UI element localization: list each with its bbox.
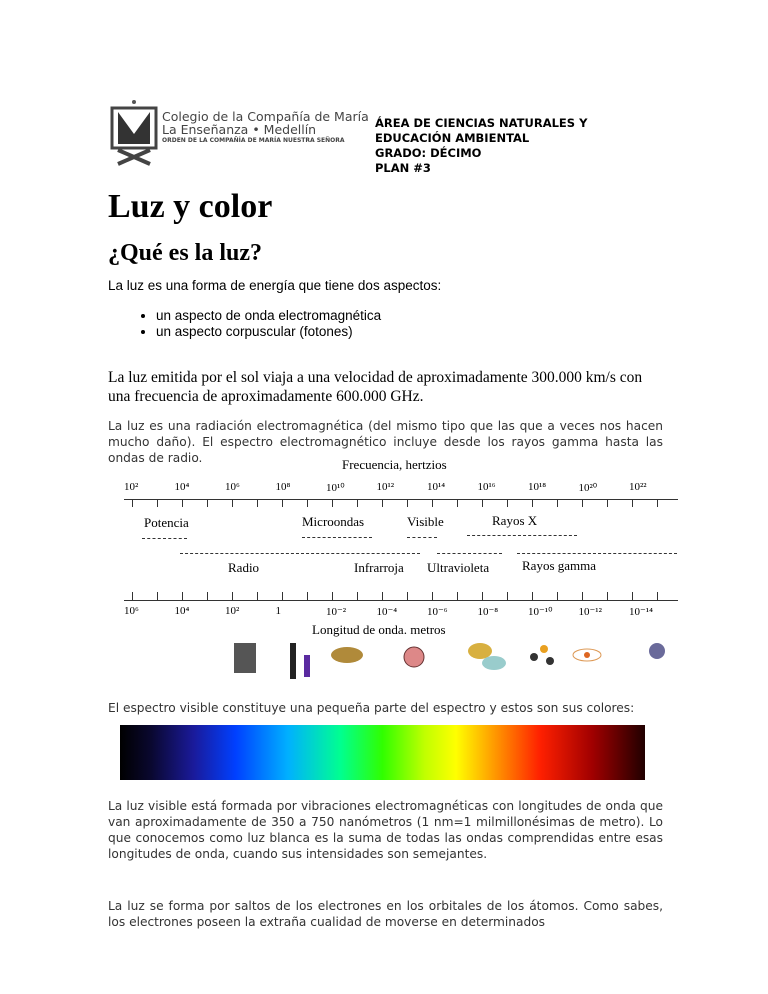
wavelength-title: Longitud de onda. metros — [312, 622, 446, 637]
axis-tick — [157, 592, 158, 600]
tick-label: 10¹⁸ — [528, 481, 547, 493]
section-heading: ¿Qué es la luz? — [108, 240, 262, 266]
wavelengths-paragraph: La luz visible está formada por vibraciones electromagnéticas con longitudes de onda que van aproximadamente de 350 a 750 nanómetros (1 nm=1 milmillonésimas de metro). Lo que conocemos como luz blanca es la suma de todas las ondas comprendidas entre esas longitudes de onda, cuando sus intensidades son semejantes. — [108, 799, 663, 861]
band-label: Microondas — [302, 514, 365, 529]
axis-tick — [132, 499, 133, 507]
axis-tick — [357, 592, 358, 600]
tick-label: 1 — [275, 605, 281, 617]
axis-tick — [457, 592, 458, 600]
bee-icon — [331, 647, 363, 663]
axis-tick — [432, 499, 433, 507]
header-line: EDUCACIÓN AMBIENTAL — [375, 131, 530, 145]
tick-label: 10⁸ — [275, 481, 291, 493]
aspects-list — [136, 308, 381, 340]
intro-text: La luz es una forma de energía que tiene dos aspectos: — [108, 278, 442, 293]
axis-tick — [332, 499, 333, 507]
axis-tick — [207, 592, 208, 600]
electrons-paragraph: La luz se forma por saltos de los electrones en los orbitales de los átomos. Como sabes, los electrones poseen la extraña cualidad de moverse en determinados — [108, 899, 663, 929]
tick-label: 10⁻⁴ — [376, 606, 398, 618]
tick-label: 10⁴ — [174, 605, 190, 617]
header-line: PLAN #3 — [375, 161, 431, 175]
axis-tick — [657, 592, 658, 600]
molecule-icon — [530, 645, 554, 665]
axis-tick — [132, 592, 133, 600]
axis-tick — [307, 592, 308, 600]
header-line: GRADO: DÉCIMO — [375, 146, 482, 160]
axis-tick — [382, 499, 383, 507]
band-label: Ultravioleta — [427, 560, 490, 575]
band-label: Infrarroja — [354, 560, 404, 575]
axis-tick — [207, 499, 208, 507]
header-line: ÁREA DE CIENCIAS NATURALES Y — [375, 116, 588, 130]
tick-label: 10⁶ — [225, 481, 240, 493]
axis-tick — [532, 499, 533, 507]
spectrum-diagram — [122, 457, 678, 685]
axis-tick — [282, 592, 283, 600]
axis-tick — [332, 592, 333, 600]
axis-tick — [232, 592, 233, 600]
axis-tick — [632, 592, 633, 600]
speed-paragraph: La luz emitida por el sol viaja a una velocidad de aproximadamente 300.000 km/s con una frecuencia de aproximadamente 600.000 GHz. — [108, 369, 643, 405]
axis-tick — [632, 499, 633, 507]
axis-tick — [582, 592, 583, 600]
tick-label: 10¹⁰ — [326, 482, 345, 494]
page-title: Luz y color — [108, 188, 273, 225]
cell-icon — [404, 647, 424, 667]
axis-tick — [482, 592, 483, 600]
tick-label: 10¹² — [376, 481, 395, 493]
axis-tick — [282, 499, 283, 507]
axis-tick — [557, 592, 558, 600]
building-icon — [234, 643, 256, 673]
axis-tick — [407, 499, 408, 507]
school-logo — [108, 98, 369, 168]
axis-tick — [432, 592, 433, 600]
people-icon — [290, 643, 310, 679]
list-item: • un aspecto de onda electromagnética — [156, 308, 381, 324]
tick-label: 10²⁰ — [578, 482, 598, 494]
tick-label: 10¹⁶ — [477, 481, 496, 493]
axis-tick — [182, 499, 183, 507]
axis-tick — [457, 499, 458, 507]
list-item: • un aspecto corpuscular (fotones) — [156, 324, 381, 340]
visible-spectrum-bar — [120, 725, 645, 780]
course-header — [375, 116, 587, 176]
nucleus-icon — [649, 643, 665, 659]
tick-label: 10⁻² — [326, 606, 347, 618]
axis-tick — [157, 499, 158, 507]
axis-tick — [182, 592, 183, 600]
radiation-paragraph: La luz es una radiación electromagnética (del mismo tipo que las que a veces nos hacen mucho daño). El espectro electromagnético incluye desde los rayos gamma hasta las ondas de radio. — [108, 419, 663, 465]
axis-tick — [407, 592, 408, 600]
tick-label: 10⁴ — [174, 481, 190, 493]
tick-label: 10⁻⁶ — [427, 606, 448, 618]
logo-line-3: ORDEN DE LA COMPAÑÍA DE MARÍA NUESTRA SEÑORA — [162, 137, 345, 144]
school-crest-icon — [108, 98, 160, 168]
axis-tick — [257, 499, 258, 507]
band-label: Rayos gamma — [522, 558, 597, 573]
band-label: Rayos X — [492, 513, 538, 528]
axis-tick — [482, 499, 483, 507]
tick-label: 10² — [225, 605, 240, 617]
visible-paragraph: El espectro visible constituye una pequeña parte del espectro y estos son sus colores: — [108, 701, 635, 715]
band-label: Potencia — [144, 515, 189, 530]
axis-tick — [582, 499, 583, 507]
axis-tick — [607, 499, 608, 507]
scale-illustrations — [232, 635, 672, 685]
axis-tick — [382, 592, 383, 600]
frequency-title: Frecuencia, hertzios — [342, 457, 447, 472]
tick-label: 10⁻¹⁴ — [629, 606, 653, 618]
axis-tick — [557, 499, 558, 507]
bacteria-icon — [468, 643, 506, 670]
tick-label: 10²² — [629, 481, 647, 493]
tick-label: 10⁶ — [124, 605, 139, 617]
atom-icon — [573, 649, 601, 661]
axis-tick — [532, 592, 533, 600]
axis-tick — [607, 592, 608, 600]
axis-tick — [232, 499, 233, 507]
logo-line-2: La Enseñanza • Medellín — [162, 122, 317, 137]
axis-tick — [257, 592, 258, 600]
tick-label: 10⁻¹² — [578, 606, 602, 618]
tick-label: 10¹⁴ — [427, 481, 446, 493]
axis-tick — [507, 592, 508, 600]
axis-tick — [507, 499, 508, 507]
logo-line-1: Colegio de la Compañía de María — [162, 109, 369, 124]
tick-label: 10⁻¹⁰ — [528, 606, 553, 618]
axis-tick — [357, 499, 358, 507]
band-label: Radio — [228, 560, 260, 575]
axis-tick — [657, 499, 658, 507]
axis-tick — [307, 499, 308, 507]
tick-label: 10² — [124, 481, 139, 493]
band-label: Visible — [407, 514, 444, 529]
tick-label: 10⁻⁸ — [477, 606, 499, 618]
